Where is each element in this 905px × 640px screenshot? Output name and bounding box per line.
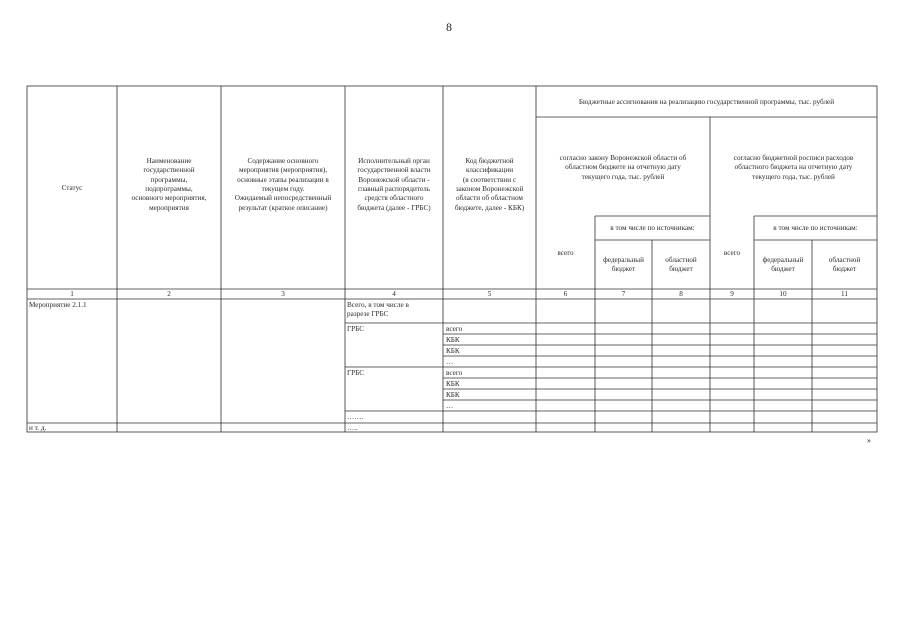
kbk-row-label: КБК — [446, 391, 460, 399]
kbk-row-label: … — [446, 358, 454, 366]
page-number: 8 — [446, 20, 452, 34]
grbs-label: ГРБС — [347, 325, 365, 333]
header-content: Содержание основного мероприятия (мероприятия), основные этапы реализации в текущем году. Ожидаемый непосредственный результат (краткое описание) — [234, 157, 332, 212]
header-by-schedule: согласно бюджетной росписи расходов областного бюджета на отчетную дату текущего года, тыс. рублей — [733, 154, 854, 181]
header-status: Статус — [61, 184, 83, 192]
dots-row: ……. — [347, 413, 364, 421]
header-sources-schedule: в том числе по источникам: — [773, 224, 858, 232]
header-total-schedule: всего — [723, 249, 741, 257]
column-number: 6 — [563, 290, 568, 298]
event-name: Мероприятие 2.1.1 — [29, 301, 87, 309]
kbk-row-label: КБК — [446, 380, 460, 388]
header-federal-law: федеральный бюджет — [603, 256, 644, 274]
closing-quote: » — [867, 436, 871, 445]
header-total-law: всего — [557, 249, 574, 257]
kbk-row-label: КБК — [446, 347, 460, 355]
grbs-label: ГРБС — [347, 369, 365, 377]
header-name: Наименование государственной программы, подпрограммы, основного мероприятия, мероприятия — [131, 157, 207, 212]
column-number: 2 — [167, 290, 171, 298]
column-number: 9 — [730, 290, 734, 298]
etc-label: и т. д. — [29, 424, 47, 432]
kbk-row-label: … — [446, 402, 454, 410]
column-number: 7 — [621, 290, 626, 298]
column-number: 1 — [70, 290, 74, 298]
dots-row: ….. — [347, 424, 358, 432]
kbk-row-label: КБК — [446, 336, 460, 344]
header-federal-schedule: федеральный бюджет — [762, 256, 804, 274]
column-number: 11 — [841, 290, 848, 298]
total-label: Всего, в том числе в разрезе ГРБС — [347, 301, 409, 319]
kbk-row-label: всего — [446, 325, 463, 333]
column-number: 3 — [281, 290, 285, 298]
header-sources-law: в том числе по источникам: — [610, 224, 695, 232]
column-number: 10 — [779, 290, 787, 298]
header-by-law: согласно закону Воронежской области об областном бюджете на отчетную дату текущего года, тыс. рублей — [559, 154, 687, 181]
kbk-row-label: всего — [446, 369, 463, 377]
header-regional-schedule: областной бюджет — [828, 256, 861, 274]
header-regional-law: областной бюджет — [665, 256, 697, 274]
column-number: 8 — [679, 290, 683, 298]
header-kbk: Код бюджетной классификации (в соответствии с законом Воронежской области об областном бюджете, далее - КБК) — [454, 157, 525, 212]
column-number: 4 — [392, 290, 396, 298]
header-executor: Исполнительный орган государственной власти Воронежской области - главный распорядитель средств областного бюджета (далее - ГРБС) — [357, 157, 431, 212]
column-number: 5 — [487, 290, 492, 298]
header-budget-group: Бюджетные ассигнования на реализацию государственной программы, тыс. рублей — [578, 98, 835, 106]
